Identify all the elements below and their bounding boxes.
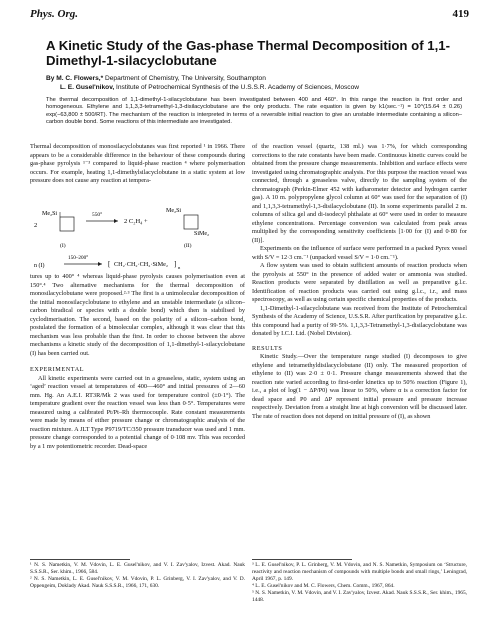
scheme-me2si-right: Me₂Si: [166, 208, 182, 214]
author-line-1: [46, 74, 466, 83]
materials-paragraph: 1,1-Dimethyl-1-silacyclobutane was received from the Institute of Petrochemical Synthesis of the Academy of Science, U.S.S.R. After purification by preparative g.l.c. this compound had a purity of 99·5%. 1,1,3,3-Tetramethyl-1,3-disilacyclobutane was donated by I.C.I. Ltd. (Nobel Division).: [252, 304, 467, 337]
page-number: 419: [452, 8, 469, 20]
journal-header: Phys. Org.: [30, 8, 78, 20]
method-paragraph: of the reaction vessel (quartz, 138 ml.) was 1·7%, for which corresponding corrections to the rate constants have been made. Continuous kinetic curves could be obtained from the pressure change measurements. Inhibition and surface effects were investigated using chromatographic analysis. For this purpose the reaction vessel was connected, through a greaseless valve, directly to the sampling system of the chromatograph (Perkin-Elmer 452 with katharometer detector and hydrogen carrier gas). A 10 m. polypropylene glycol column at 60° was used for the separation of (I) and 1,1,3,3-tetramethyl-1,3-disilacyclobutane (II). In some experiments parallel 2 m. columns of silica gel and di-isodecyl phthalate at 60° were used in order to measure ethylene concentrations. Percentage conversion was calculated from peak areas multiplied by the corresponding sensitivity coefficients [1·00 for (I) and 0·80 for (II)].: [252, 143, 467, 244]
footnote-rule-left: [30, 559, 130, 560]
footnote-5: ⁵ N. S. Nametkin, V. M. Vdovin, and V. I. Zav'yalov, Izvest. Akad. Nauk S.S.S.R., Ser. khim., 1965, 1448.: [252, 590, 467, 603]
left-column-intro: [30, 143, 245, 186]
footnote-2: ² N. S. Nametkin, L. E. Gusel'nikov, V. M. Vdovin, P. L. Grinberg, V. I. Zav'yalov, and V. D. Oppengeim, Doklady Akad. Nauk S.S.S.R., 1966, 171, 630.: [30, 576, 245, 589]
results-heading: RESULTS: [252, 344, 283, 352]
author-names-1: By M. C. Flowers,*: [46, 75, 104, 82]
scheme-sime2: SiMe₂: [194, 231, 210, 237]
scheme-product-ethylene: 2 C₂H₄ +: [124, 218, 148, 225]
footnote-1: ¹ N. S. Nametkin, V. M. Vdovin, L. E. Gusel'nikov, and V. I. Zav'yalov, Izvest. Akad. Nauk S.S.S.R., Ser. khim., 1966, 584.: [30, 562, 245, 575]
scheme-cond-150: 150–200°: [68, 255, 89, 261]
reaction-scheme: [30, 203, 245, 273]
kinetic-study-paragraph: Kinetic Study.—Over the temperature range studied (I) decomposes to give ethylene and tetramethyldisilacyclobutane (II) only. The measured proportion of ethylene to (II) was 2·0 ± 0·1. Pressure change measurements showed that the reaction rate varied according to first-order kinetics up to 50% reaction (Figure 1), i.e., a plot of log(1 − ΔP/P0) was linear to 50%, where α is a correction factor for dead space and P0 and ΔP represent initial pressure and pressure increase respectively. Deviation from a straight line at high conversion will be discussed later. The rate of reaction does not depend on initial pressure of (I), as shown: [252, 353, 467, 420]
scheme-polymer-n: n: [178, 265, 181, 270]
scheme-polymer: CH₂·CH₂·CH₂·SiMe₂: [114, 261, 169, 268]
author-line-2: [46, 83, 466, 92]
arrow-1-head: [114, 219, 118, 223]
intro-paragraph: Thermal decomposition of monosilacyclobutanes was first reported ¹ in 1966. There appears to be a considerable difference in the behaviour of these compounds during gas-phase pyrolysis ¹⁻³ compared to liquid-phase reaction ⁴ where polymerisation occurs. For example, heating 1,1-dimethylsilacyclobutane in a static system at low pressure does not cause any reaction at tempera-: [30, 143, 245, 184]
scheme-cond-550: 550°: [92, 212, 103, 218]
scheme-coefficient: 2: [34, 222, 38, 229]
ring-left: [60, 217, 74, 231]
scheme-label-I: (I): [60, 243, 66, 249]
ring-right: [184, 215, 198, 229]
scheme-label-II: (II): [184, 243, 192, 249]
left-footnotes: [30, 562, 245, 590]
arrow-2-head: [98, 262, 102, 266]
abstract: The thermal decomposition of 1,1-dimethyl-1-silacyclobutane has been investigated between 400 and 460°. In this range the reaction is first order and homogeneous. Ethylene and 1,1,3,3-tetramethyl-1,3-disilacyclobutane are the only products. The rate equation is given by k1(sec.⁻¹) = 10^(15.64 ± 0.26) exp(−63,800 ± 500/RT). The mechanism of the reaction is interpreted in terms of a reversible initial reaction to give an unstable intermediate containing a silicon–carbon double bond. Some reactions of this intermediate are investigated.: [46, 97, 462, 125]
author-block: [46, 74, 466, 92]
article-title: A Kinetic Study of the Gas-phase Thermal Decomposition of 1,1-Dimethyl-1-silacyclobutane: [46, 38, 450, 68]
author-names-2: L. E. Gusel'nikov,: [60, 84, 115, 91]
author-affiliation-1: Department of Chemistry, The University, Southampton: [103, 75, 266, 82]
right-footnotes: [252, 562, 467, 604]
experimental-paragraph: All kinetic experiments were carried out in a greaseless, static, system using an ‘aged’ reaction vessel at temperatures of 400—460° and initial pressures of 2—60 mm. Hg. An A.E.I. RT3R/Mk 2 was used for temperature control (±0·1°). The temperature gradient over the reaction vessel was less than 0·5°. Temperatures were measured using a calibrated Pt/Pt–Rh thermocouple. Rate constant measurements were made by means of either pressure change or chromatographic analysis of the reaction mixture. A JLT Type P9719/TC/350 pressure transducer was used and 1 mm. pressure change corresponded to a potential change of 0·108 mv. This was recorded by a 1 mv potentiometric recorder. Dead-space: [30, 374, 245, 450]
poly-bracket-open: [: [108, 260, 111, 268]
author-affiliation-2: Institute of Petrochemical Synthesis of the U.S.S.R. Academy of Sciences, Moscow: [114, 84, 360, 91]
experimental-heading: EXPERIMENTAL: [30, 366, 85, 373]
scheme-n-I: n (I): [34, 263, 45, 269]
footnote-rule-right: [252, 559, 352, 560]
footnote-3: ³ L. E. Gusel'nikov, P. L. Grinberg, V. M. Vdovin, and N. S. Nametkin, Symposium on ‘Structure, reactivity and reaction mechanism of compounds with multiple bonds and small rings,’ Leningrad, April 1967, p. 149.: [252, 562, 467, 582]
flow-system-paragraph: A flow system was used to obtain sufficient amounts of reaction products when the pyrolysis at 550° in the presence of added water or ammonia was studied. Reaction products were separated by distillation as well as preparative g.l.c. Identification of reaction products was carried out using g.l.c., i.r., and mass spectroscopy, as well as using certain specific chemical properties of the products.: [252, 262, 467, 303]
surface-paragraph: Experiments on the influence of surface were performed in a packed Pyrex vessel with S/V = 12·3 cm.⁻¹ (unpacked vessel S/V = 1·0 cm.⁻¹).: [252, 245, 467, 261]
poly-bracket-close: ]: [174, 260, 177, 268]
mechanism-paragraph: tures up to 400° ⁴ whereas liquid-phase pyrolysis causes polymerisation even at 150°.⁴ Two alternative mechanisms for the thermal decomposition of monosilacyclobutane were proposed.²·³ The first is a unimolecular decomposition of the initial monosilacyclobutane to ethylene and an unstable intermediate (a silicon–carbon biradical or species with a double bond) which then is stabilised by cyclodimerisation. The second, based on the polarity of a silicon–carbon bond, postulated the formation of a bimolecular complex, although it was clear that this mechanism was less probable than the first. In order to choose between the above mechanisms a kinetic study of the decomposition of 1,1-dimethyl-1-silacyclobutane (I) has been carried out.: [30, 273, 245, 357]
scheme-me2si-left: Me₂Si: [42, 211, 58, 217]
left-column-cont: [30, 273, 245, 451]
footnote-4: ⁴ L. E. Gusel'nikov and M. C. Flowers, Chem. Comm., 1967, 864.: [252, 583, 395, 589]
right-column: [252, 143, 467, 421]
